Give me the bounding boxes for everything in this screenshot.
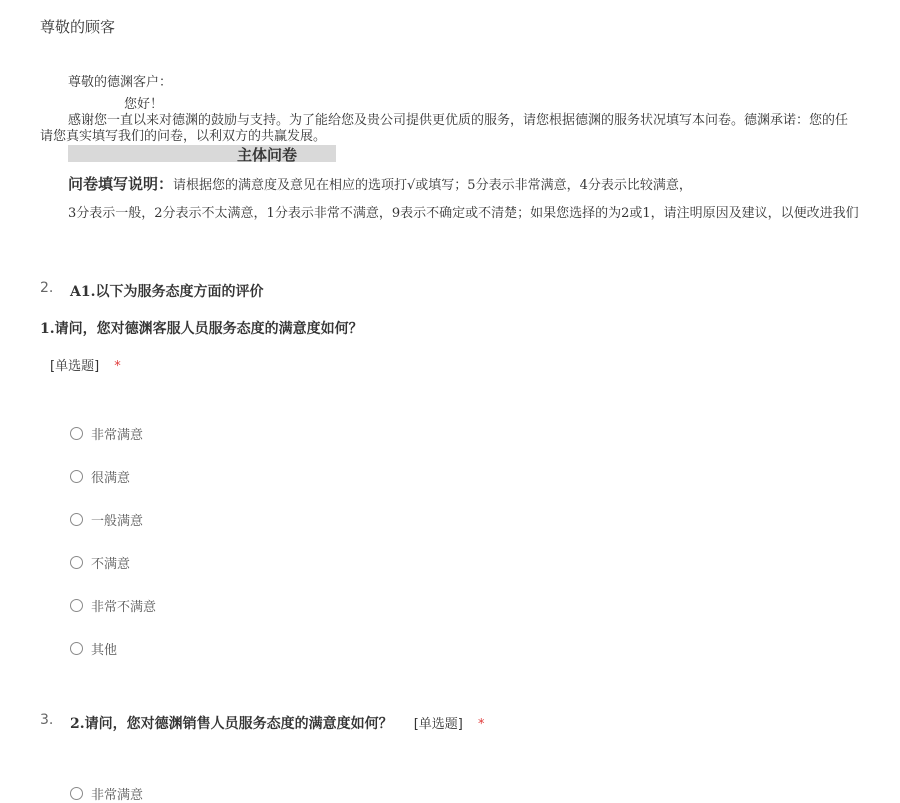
- page-greeting-title: 尊敬的顾客: [40, 18, 116, 36]
- question-title: 1.请问，您对德渊客服人员服务态度的满意度如何？: [40, 321, 363, 337]
- question-type-row: [50, 355, 121, 374]
- radio-button[interactable]: [70, 513, 83, 526]
- radio-option[interactable]: [70, 596, 156, 615]
- radio-button[interactable]: [70, 470, 83, 483]
- section-heading: A1.以下为服务态度方面的评价: [70, 284, 264, 300]
- option-label[interactable]: 很满意: [91, 471, 131, 486]
- question-number: 2.: [40, 280, 54, 296]
- radio-option[interactable]: [70, 510, 143, 529]
- fill-instructions-label: 问卷填写说明：: [68, 175, 174, 193]
- option-label[interactable]: 一般满意: [91, 514, 144, 529]
- intro-salutation: 尊敬的德渊客户：: [68, 75, 173, 90]
- radio-button[interactable]: [70, 427, 83, 440]
- option-label[interactable]: 非常满意: [91, 788, 144, 803]
- radio-button[interactable]: [70, 556, 83, 569]
- question-type-label: [单选题]: [50, 359, 100, 374]
- question-type-label: [单选题]: [413, 717, 463, 732]
- required-mark: *: [114, 359, 121, 374]
- option-label[interactable]: 其他: [91, 643, 118, 658]
- radio-button[interactable]: [70, 787, 83, 800]
- required-mark: *: [477, 717, 485, 732]
- section-title: 主体问卷: [236, 146, 297, 164]
- radio-option[interactable]: [70, 424, 143, 443]
- radio-button[interactable]: [70, 642, 83, 655]
- fill-instructions-text-1: 请根据您的满意度及意见在相应的选项打√或填写；5分表示非常满意，4分表示比较满意，: [173, 178, 692, 193]
- radio-option[interactable]: [70, 639, 117, 658]
- option-label[interactable]: 非常满意: [91, 428, 144, 443]
- radio-option[interactable]: [70, 467, 130, 486]
- fill-instructions-line-1: [68, 173, 692, 194]
- radio-option[interactable]: [70, 553, 130, 572]
- question-header-row: [70, 713, 484, 733]
- radio-button[interactable]: [70, 599, 83, 612]
- intro-hello: 您好！: [124, 97, 164, 112]
- section-title-bar: [68, 145, 336, 162]
- question-number: 3.: [40, 712, 54, 728]
- intro-thanks-line-2: 请您真实填写我们的问卷，以利双方的共赢发展。: [40, 129, 327, 144]
- question-title: 2.请问，您对德渊销售人员服务态度的满意度如何？: [70, 716, 393, 732]
- intro-thanks-line-1: 感谢您一直以来对德渊的鼓励与支持。为了能给您及贵公司提供更优质的服务，请您根据德渊的服务状况填写本问卷。德渊承诺：您的任: [68, 113, 849, 128]
- fill-instructions-line-2: 3分表示一般，2分表示不太满意，1分表示非常不满意，9表示不确定或不清楚；如果您选择的为2或1，请注明原因及建议，以便改进我们: [68, 206, 859, 221]
- radio-option[interactable]: [70, 784, 143, 803]
- option-label[interactable]: 不满意: [91, 557, 131, 572]
- option-label[interactable]: 非常不满意: [91, 600, 157, 615]
